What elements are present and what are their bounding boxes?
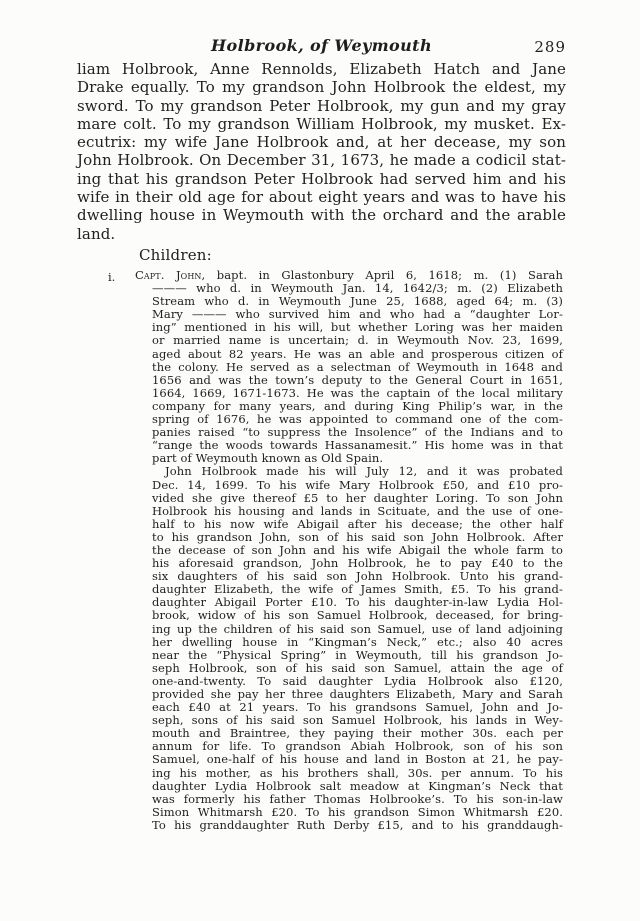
text-line: each £40 at 21 years. To his grandsons Samuel, John and Jo- <box>152 700 563 715</box>
children-heading: Children: <box>139 246 212 264</box>
text-line: vided she give thereof £5 to her daughter Loring. To son John <box>152 490 563 505</box>
text-line: near the “Physical Spring” in Weymouth, till his grandson Jo- <box>152 647 563 662</box>
text-line: Stream who d. in Weymouth June 25, 1688, aged 64; m. (3) <box>152 294 563 309</box>
running-head <box>77 36 566 58</box>
page-number: 289 <box>534 38 566 56</box>
text-line: annum for life. To grandson Abiah Holbrook, son of his son <box>152 739 563 754</box>
text-line: land. <box>77 224 116 243</box>
text-line: sword. To my grandson Peter Holbrook, my gun and my gray <box>77 96 566 115</box>
text-line: half to his now wife Abigail after his decease; the other half <box>152 516 563 531</box>
text-line: the colony. He served as a selectman of Weymouth in 1648 and <box>152 359 563 374</box>
text-line: her dwelling house in “Kingman’s Neck,” etc.; also 40 acres <box>152 634 563 649</box>
text-line: wife in their old age for about eight years and was to have his <box>77 188 566 207</box>
text-line: daughter Abigail Porter £10. To his daughter-in-law Lydia Hol- <box>152 595 563 610</box>
text-line: Simon Whitmarsh £20. To his grandson Simon Whitmarsh £20. <box>152 804 563 819</box>
text-line: mare colt. To my grandson William Holbrook, my musket. Ex- <box>77 114 566 133</box>
text-line: to his grandson John, son of his said son John Holbrook. After <box>152 529 563 544</box>
text-line: ecutrix: my wife Jane Holbrook and, at her decease, my son <box>77 133 566 152</box>
text-line: ing his mother, as his brothers shall, 30s. per annum. To his <box>152 765 563 780</box>
text-line: ing” mentioned in his will, but whether Loring was her maiden <box>152 320 563 335</box>
child-entry-numeral: i. <box>108 270 116 284</box>
text-line: seph Holbrook, son of his said son Samuel, attain the age of <box>152 660 563 675</box>
text-line: part of Weymouth known as Old Spain. <box>152 451 384 466</box>
text-line: brook, widow of his son Samuel Holbrook, deceased, for bring- <box>152 608 563 623</box>
text-line: aged about 82 years. He was an able and prosperous citizen of <box>152 346 563 361</box>
text-line: 1656 and was the town’s deputy to the General Court in 1651, <box>152 372 563 387</box>
will-paragraph <box>77 60 566 243</box>
text-line: To his granddaughter Ruth Derby £15, and to his granddaugh- <box>152 817 563 832</box>
text-line: ing up the children of his said son Samuel, use of land adjoining <box>152 621 563 636</box>
text-line: John Holbrook made his will July 12, and it was probated <box>165 464 563 479</box>
chapter-title: Holbrook, of Weymouth <box>211 36 432 55</box>
text-line: “range the woods towards Hassanamesit.” His home was in that <box>152 438 563 453</box>
text-line: Dec. 14, 1699. To his wife Mary Holbrook £50, and £10 pro- <box>152 477 563 492</box>
text-line: mouth and Braintree, they paying their mother 30s. each per <box>152 726 563 741</box>
text-line: seph, sons of his said son Samuel Holbrook, his lands in Wey- <box>152 713 563 728</box>
text-line: liam Holbrook, Anne Rennolds, Elizabeth Hatch and Jane <box>77 60 566 78</box>
text-line: or married name is uncertain; d. in Weymouth Nov. 23, 1699, <box>152 333 563 348</box>
text-line: Samuel, one-half of his house and land in Boston at 21, he pay- <box>152 752 563 767</box>
text-line: spring of 1676, he was appointed to command one of the com- <box>152 412 563 427</box>
text-line: daughter Elizabeth, the wife of James Smith, £5. To his grand- <box>152 582 563 597</box>
text-line: was formerly his father Thomas Holbrooke’s. To his son-in-law <box>152 791 563 806</box>
text-line: ——— who d. in Weymouth Jan. 14, 1642/3; m. (2) Elizabeth <box>152 281 563 296</box>
text-line-rest: , bapt. in Glastonbury April 6, 1618; m. (1) Sarah <box>201 268 563 282</box>
text-line: John Holbrook. On December 31, 1673, he made a codicil stat- <box>77 151 566 170</box>
child-entry <box>135 268 563 832</box>
text-line: one-and-twenty. To said daughter Lydia Holbrook also £120, <box>152 673 563 688</box>
text-line: Mary ——— who survived him and who had a “daughter Lor- <box>152 307 563 322</box>
text-line: Drake equally. To my grandson John Holbrook the eldest, my <box>77 78 566 97</box>
text-line: provided she pay her three daughters Elizabeth, Mary and Sarah <box>152 687 563 701</box>
text-line: his aforesaid grandson, John Holbrook, he to pay £40 to the <box>152 556 563 571</box>
text-line: 1664, 1669, 1671-1673. He was the captain of the local military <box>152 385 563 400</box>
text-line: ing that his grandson Peter Holbrook had served him and his <box>77 169 566 188</box>
text-line: panies raised “to suppress the Insolence” of the Indians and to <box>152 425 563 440</box>
text-line: daughter Lydia Holbrook salt meadow at Kingman’s Neck that <box>152 778 563 793</box>
text-line: dwelling house in Weymouth with the orchard and the arable <box>77 206 566 225</box>
text-line: Holbrook his housing and lands in Scituate, and the use of one- <box>152 503 563 518</box>
text-line: the decease of son John and his wife Abigail the whole farm to <box>152 542 563 557</box>
text-line: six daughters of his said son John Holbrook. Unto his grand- <box>152 569 563 584</box>
child-name-smallcaps: Capt. John <box>135 268 202 282</box>
text-line: company for many years, and during King Philip’s war, in the <box>152 398 563 413</box>
